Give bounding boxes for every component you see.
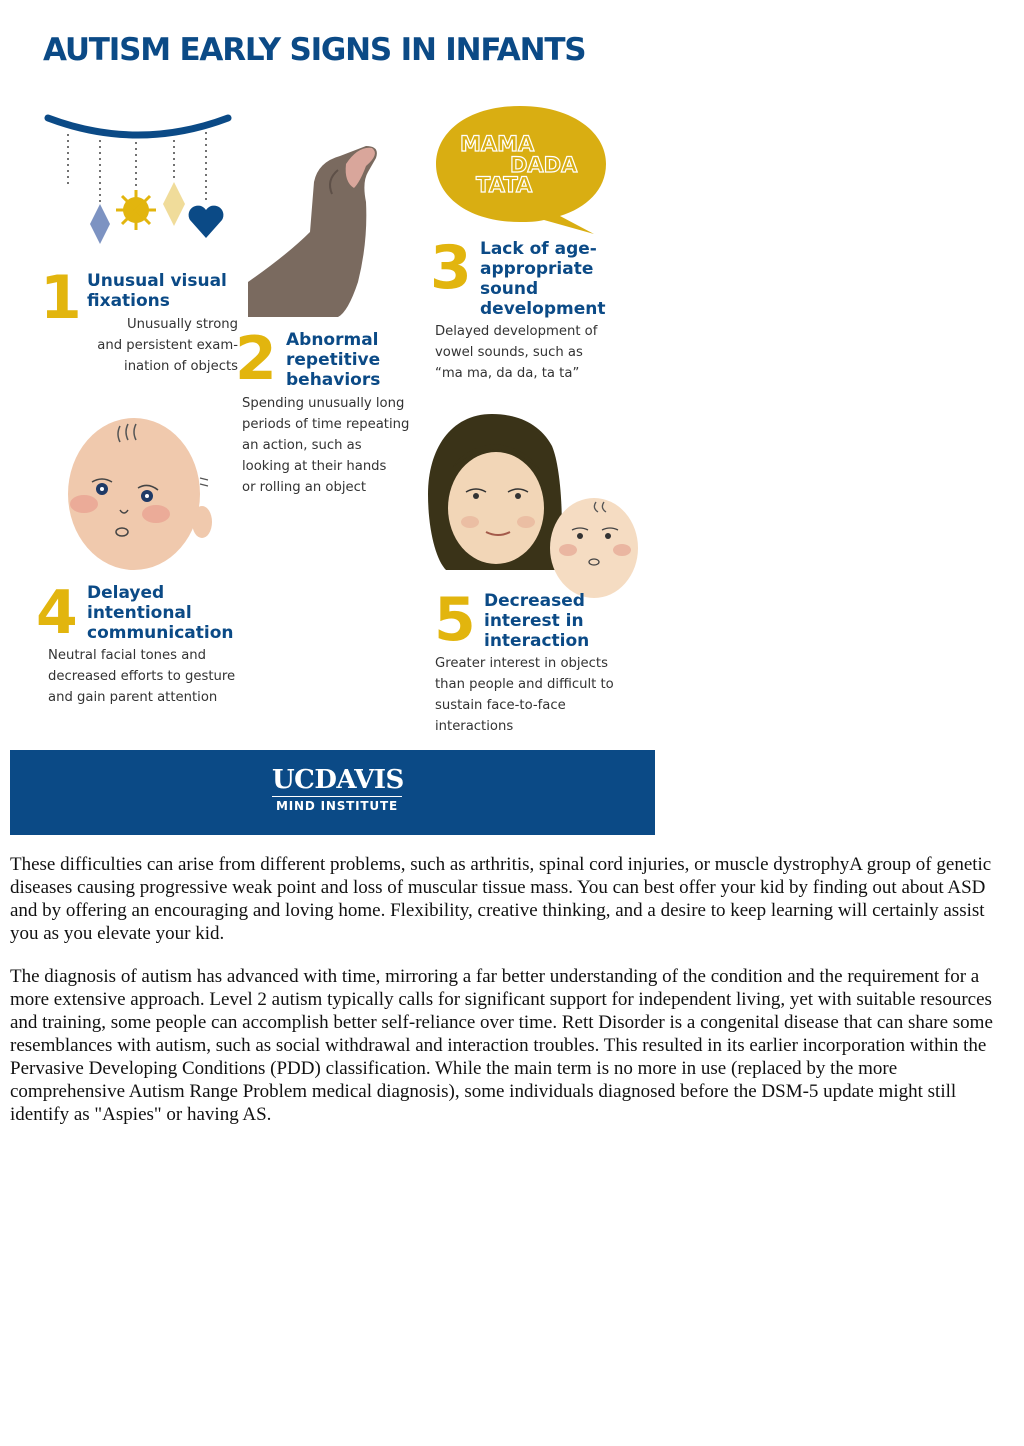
sign-2-number: 2: [235, 324, 277, 394]
sign-1-description: Unusually strong and persistent exam- ination of objects: [97, 317, 238, 374]
speech-word-mama: MAMA: [460, 132, 535, 156]
sign-1-number: 1: [40, 263, 82, 333]
sign-2-title: Abnormal repetitive behaviors: [286, 330, 381, 390]
logo-ucdavis-text: UCDAVIS: [272, 765, 404, 795]
sign-3-title: Lack of age- appropriate sound development: [480, 239, 606, 319]
sign-2-description: Spending unusually long periods of time repeating an action, such as looking at their hands or rolling an object: [242, 396, 410, 495]
speech-word-tata: TATA: [476, 173, 533, 197]
sign-4-description: Neutral facial tones and decreased efforts to gesture and gain parent attention: [48, 648, 236, 705]
footer-bar: [10, 750, 655, 835]
hand-illustration: [248, 142, 393, 322]
autism-infographic: [10, 10, 655, 835]
sign-5-title: Decreased interest in interaction: [484, 591, 590, 651]
article-paragraph: These difficulties can arise from different problems, such as arthritis, spinal cord injuries, or muscle dystrophyA group of genetic diseases causing progressive weak point and loss of muscular tissue mass. You can best offer your kid by finding out about ASD and by offering an encouraging and loving home. Flexibility, creative thinking, and a desire to keep learning will certainly assist you as you elevate your kid.: [10, 854, 992, 944]
sign-4-number: 4: [36, 578, 78, 648]
sign-4-title: Delayed intentional communication: [87, 583, 234, 643]
sign-5-number: 5: [434, 585, 476, 655]
sign-3-description: Delayed development of vowel sounds, such as “ma ma, da da, ta ta”: [435, 324, 598, 381]
sign-3-number: 3: [430, 233, 472, 303]
logo-mind-institute-text: MIND INSTITUTE: [276, 799, 398, 813]
article-body: [10, 853, 1015, 1146]
sign-1-title: Unusual visual fixations: [87, 271, 227, 311]
infographic-title: AUTISM EARLY SIGNS IN INFANTS: [43, 32, 586, 68]
sign-5-description: Greater interest in objects than people and difficult to sustain face-to-face interactions: [435, 656, 614, 734]
crib-mobile-illustration: [40, 110, 240, 250]
article-paragraph: The diagnosis of autism has advanced with time, mirroring a far better understanding of the condition and the requirement for a more extensive approach. Level 2 autism typically calls for significant support for independent living, yet with suitable resources and training, some people can accomplish better self-reliance over time. Rett Disorder is a congenital disease that can share some resemblances with autism, such as social withdrawal and interaction troubles. This resulted in its earlier incorporation within the Pervasive Developing Conditions (PDD) classification. While the main term is no more in use (replaced by the more comprehensive Autism Range Problem medical diagnosis), some individuals diagnosed before the DSM-5 update might still identify as "Aspies" or having AS.: [10, 966, 993, 1125]
baby-face-illustration: [62, 404, 212, 574]
mother-and-baby-illustration: [422, 410, 642, 600]
speech-word-dada: DADA: [510, 153, 578, 177]
ucdavis-logo: [272, 766, 402, 815]
